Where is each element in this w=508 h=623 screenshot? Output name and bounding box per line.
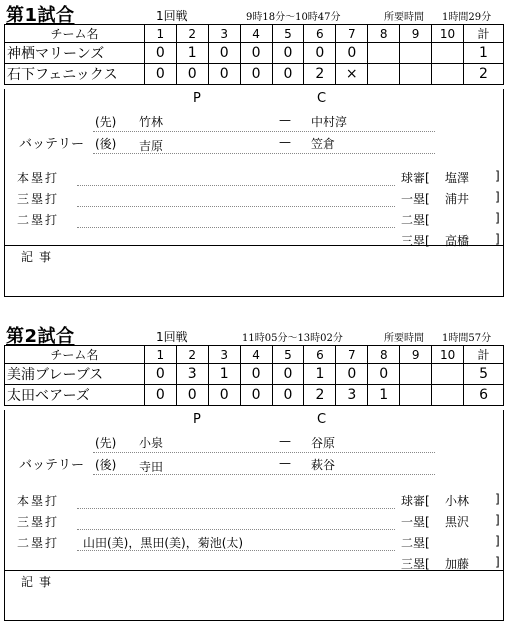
scoreboard-header-row <box>5 25 504 43</box>
inning-score: 0 <box>272 364 304 385</box>
second-tag: (後) <box>95 137 117 151</box>
dotted-rule <box>93 153 435 154</box>
team-row <box>5 64 504 85</box>
inning-header: 7 <box>336 25 368 43</box>
inning-header: 2 <box>176 25 208 43</box>
notes-divider <box>5 570 503 571</box>
inning-score: 0 <box>176 64 208 85</box>
second-tag: (後) <box>95 458 117 472</box>
inning-score: 0 <box>144 385 176 406</box>
inning-score: 0 <box>176 385 208 406</box>
inning-header: 1 <box>144 346 176 364</box>
pitcher-column-label: P <box>193 412 201 427</box>
first-pitcher: 小泉 <box>139 436 164 450</box>
inning-score: 0 <box>272 43 304 64</box>
inning-score: 0 <box>240 385 272 406</box>
inning-score: 0 <box>272 64 304 85</box>
team-name: 神栖マリーンズ <box>5 43 145 64</box>
inning-header: 3 <box>208 346 240 364</box>
team-header: チーム名 <box>5 346 145 364</box>
catcher-column-label: C <box>317 91 327 106</box>
pitcher-column-label: P <box>193 91 201 106</box>
scoreboard <box>4 24 504 85</box>
team-name: 石下フェニックス <box>5 64 145 85</box>
home-run-label: 本塁打 <box>17 171 60 185</box>
inning-score: 0 <box>240 43 272 64</box>
inning-score: 1 <box>304 364 336 385</box>
battery-dash: — <box>279 135 291 149</box>
inning-score: × <box>336 64 368 85</box>
inning-score: 0 <box>240 64 272 85</box>
dotted-rule <box>77 185 395 186</box>
team-header: チーム名 <box>5 25 145 43</box>
inning-score <box>400 364 432 385</box>
inning-score: 0 <box>240 364 272 385</box>
duration-value: 1時間57分 <box>442 333 492 344</box>
inning-score: 0 <box>144 64 176 85</box>
inning-score: 3 <box>336 385 368 406</box>
umpire-role: 一塁[ <box>401 515 430 529</box>
umpire-name: 塩澤 <box>445 171 470 185</box>
notes-label: 記事 <box>21 575 58 589</box>
inning-score: 1 <box>176 43 208 64</box>
second-pitcher: 寺田 <box>139 460 164 474</box>
inning-header: 9 <box>400 346 432 364</box>
game-title: 第1試合 <box>6 5 75 26</box>
triple-label: 三塁打 <box>17 515 60 529</box>
battery-label: バッテリー <box>19 137 85 152</box>
total-header: 計 <box>464 346 504 364</box>
first-pitcher: 竹林 <box>139 115 164 129</box>
game-time: 9時18分～10時47分 <box>246 12 341 23</box>
umpire-name: 小林 <box>445 494 470 508</box>
umpire-name: 高橋 <box>445 234 470 248</box>
triple-label: 三塁打 <box>17 192 60 206</box>
battery-label: バッテリー <box>19 458 85 473</box>
umpire-role: 一塁[ <box>401 192 430 206</box>
first-tag: (先) <box>95 436 117 450</box>
scoreboard <box>4 345 504 406</box>
duration-value: 1時間29分 <box>442 12 492 23</box>
umpire-role: 球審[ <box>401 494 430 508</box>
inning-score: 0 <box>272 385 304 406</box>
team-name: 太田ベアーズ <box>5 385 145 406</box>
inning-score: 0 <box>208 64 240 85</box>
umpire-name: 黒沢 <box>445 515 470 529</box>
first-catcher: 中村淳 <box>311 115 348 129</box>
dotted-rule <box>93 452 435 453</box>
inning-score: 2 <box>304 64 336 85</box>
total-score: 6 <box>464 385 504 406</box>
game-2-sheet <box>4 321 504 589</box>
inning-header: 5 <box>272 346 304 364</box>
first-tag: (先) <box>95 115 117 129</box>
inning-score <box>368 64 400 85</box>
home-run-label: 本塁打 <box>17 494 60 508</box>
umpire-role: 球審[ <box>401 171 430 185</box>
duration-label: 所要時間 <box>384 12 424 23</box>
inning-score <box>432 64 464 85</box>
inning-score: 1 <box>368 385 400 406</box>
dotted-rule <box>93 131 435 132</box>
dotted-rule <box>77 550 395 551</box>
dotted-rule <box>77 529 395 530</box>
second-catcher: 萩谷 <box>311 458 336 472</box>
inning-score <box>400 64 432 85</box>
team-row <box>5 43 504 64</box>
inning-header: 4 <box>240 25 272 43</box>
inning-score <box>400 385 432 406</box>
inning-header: 10 <box>432 25 464 43</box>
catcher-column-label: C <box>317 412 327 427</box>
second-pitcher: 吉原 <box>139 139 164 153</box>
inning-score <box>432 364 464 385</box>
umpire-bracket: ] <box>495 232 500 246</box>
inning-header: 6 <box>304 25 336 43</box>
battery-dash: — <box>279 434 291 448</box>
inning-score: 0 <box>336 364 368 385</box>
inning-score <box>432 43 464 64</box>
umpire-role: 二塁[ <box>401 213 430 227</box>
inning-header: 2 <box>176 346 208 364</box>
team-name: 美浦ブレーブス <box>5 364 145 385</box>
umpire-bracket: ] <box>495 492 500 506</box>
umpire-bracket: ] <box>495 211 500 225</box>
inning-header: 1 <box>144 25 176 43</box>
umpire-bracket: ] <box>495 169 500 183</box>
total-header: 計 <box>464 25 504 43</box>
round-label: 1回戦 <box>156 330 188 344</box>
total-score: 1 <box>464 43 504 64</box>
inning-score: 0 <box>208 385 240 406</box>
dotted-rule <box>77 227 395 228</box>
double-value: 山田(美)，黒田(美)，菊池(太) <box>83 536 244 550</box>
umpire-role: 二塁[ <box>401 536 430 550</box>
first-catcher: 谷原 <box>311 436 336 450</box>
inning-header: 8 <box>368 346 400 364</box>
inning-score: 0 <box>368 364 400 385</box>
game-details <box>4 410 504 621</box>
inning-score: 0 <box>144 364 176 385</box>
inning-score <box>432 385 464 406</box>
double-label: 二塁打 <box>17 213 60 227</box>
double-label: 二塁打 <box>17 536 60 550</box>
umpire-role: 三塁[ <box>401 557 430 571</box>
inning-header: 3 <box>208 25 240 43</box>
total-score: 5 <box>464 364 504 385</box>
notes-divider <box>5 245 503 246</box>
umpire-role: 三塁[ <box>401 234 430 248</box>
inning-header: 5 <box>272 25 304 43</box>
dotted-rule <box>77 206 395 207</box>
team-row <box>5 364 504 385</box>
notes-label: 記事 <box>21 250 58 264</box>
inning-score <box>368 43 400 64</box>
inning-score: 2 <box>304 385 336 406</box>
team-row <box>5 385 504 406</box>
game-time: 11時05分～13時02分 <box>242 333 343 344</box>
game-1-sheet <box>4 0 504 264</box>
inning-header: 10 <box>432 346 464 364</box>
game-details <box>4 89 504 297</box>
umpire-bracket: ] <box>495 513 500 527</box>
inning-header: 8 <box>368 25 400 43</box>
second-catcher: 笠倉 <box>311 137 336 151</box>
total-score: 2 <box>464 64 504 85</box>
inning-score: 0 <box>208 43 240 64</box>
umpire-name: 加藤 <box>445 557 470 571</box>
inning-score: 0 <box>144 43 176 64</box>
inning-header: 7 <box>336 346 368 364</box>
dotted-rule <box>93 474 435 475</box>
inning-score: 1 <box>208 364 240 385</box>
umpire-bracket: ] <box>495 555 500 569</box>
inning-header: 6 <box>304 346 336 364</box>
battery-dash: — <box>279 113 291 127</box>
round-label: 1回戦 <box>156 9 188 23</box>
game-title: 第2試合 <box>6 326 75 347</box>
scoreboard-header-row <box>5 346 504 364</box>
battery-dash: — <box>279 456 291 470</box>
umpire-name: 浦井 <box>445 192 470 206</box>
inning-score: 0 <box>336 43 368 64</box>
inning-header: 4 <box>240 346 272 364</box>
umpire-bracket: ] <box>495 190 500 204</box>
duration-label: 所要時間 <box>384 333 424 344</box>
umpire-bracket: ] <box>495 534 500 548</box>
inning-header: 9 <box>400 25 432 43</box>
inning-score <box>400 43 432 64</box>
inning-score: 0 <box>304 43 336 64</box>
inning-score: 3 <box>176 364 208 385</box>
dotted-rule <box>77 508 395 509</box>
